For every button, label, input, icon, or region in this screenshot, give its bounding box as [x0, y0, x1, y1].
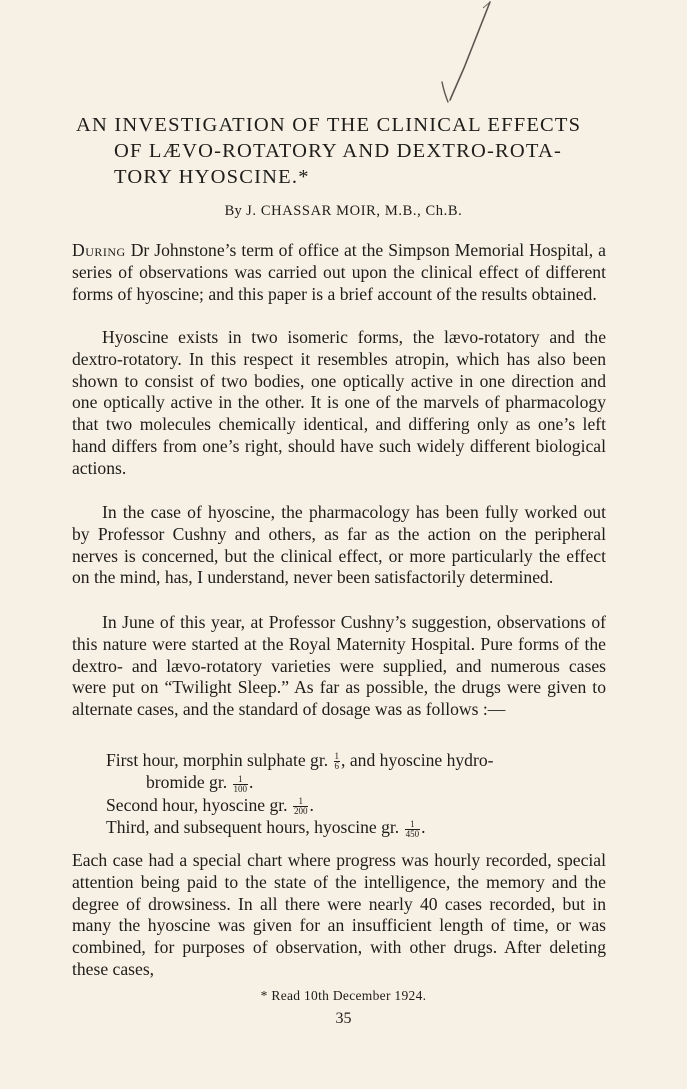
paragraph-1-text: Dr Johnstone’s term of office at the Simpson Memorial Hospital, a series of observations was carried out upon the clinical effect of different forms of hyoscine; and this paper is a brief account of the results obtained.	[72, 240, 606, 304]
paragraph-4	[72, 612, 606, 721]
pencil-check-mark	[420, 0, 500, 110]
fraction-one-four-hundred-fiftieth: $\frac{1}{450}$	[405, 818, 420, 839]
dosage-third-hour: Third, and subsequent hours, hyoscine gr. $\frac{1}{450}$ .	[106, 817, 426, 839]
paragraph-3-text: In the case of hyoscine, the pharmacology has been fully worked out by Professor Cushny and others, as far as the action on the peripheral nerves is concerned, but the clinical effect, or more particularly the effect on the mind, has, I understand, never been satisfactorily determined.	[72, 502, 606, 588]
fraction-one-hundredth: $\frac{1}{100}$	[233, 773, 248, 794]
footnote: * Read 10th December 1924.	[260, 988, 427, 1003]
dosage-first-hour: First hour, morphin sulphate gr. $\frac{1}{6}$ , and hyoscine hydro-	[106, 750, 494, 772]
title-line-2: OF LÆVO-ROTATORY AND DEXTRO-ROTA-	[114, 140, 563, 162]
paragraph-5-text: Each case had a special chart where progress was hourly recorded, special attention being paid to the state of the intelligence, the memory and the degree of drowsiness. In all there were nearly 40 cases recorded, but in many the hyoscine was given for an insufficient length of time, or was combined, for purposes of observation, with other drugs. After deleting these cases,	[72, 850, 606, 979]
paragraph-5	[72, 850, 606, 981]
fraction-one-two-hundredth: $\frac{1}{200}$	[293, 796, 308, 817]
page-number: 35	[335, 1010, 352, 1027]
dosage-first-hour-continued: bromide gr. $\frac{1}{100}$ .	[146, 772, 254, 794]
dosage-second-hour: Second hour, hyoscine gr. $\frac{1}{200}$ .	[106, 794, 314, 817]
dosage-schedule	[106, 749, 606, 839]
byline	[0, 203, 687, 220]
article-title	[76, 112, 616, 190]
paragraph-2	[72, 327, 606, 480]
paragraph-1-lead: During	[72, 240, 126, 260]
title-line-1: AN INVESTIGATION OF THE CLINICAL EFFECTS	[76, 114, 582, 136]
paragraph-3	[72, 502, 606, 589]
byline-author: J. CHASSAR MOIR, M.B., Ch.B.	[246, 203, 463, 219]
paragraph-1	[72, 240, 606, 305]
title-line-3: TORY HYOSCINE.*	[114, 166, 310, 188]
fraction-one-sixth: $\frac{1}{6}$	[334, 751, 340, 772]
byline-prefix: By	[224, 203, 242, 219]
paragraph-4-text: In June of this year, at Professor Cushny’s suggestion, observations of this nature were started at the Royal Maternity Hospital. Pure forms of the dextro- and lævo-rotatory varieties were supplied, and numerous cases were put on “Twilight Sleep.” As far as possible, the drugs were given to alternate cases, and the standard of dosage was as follows :—	[72, 612, 606, 720]
paragraph-2-text: Hyoscine exists in two isomeric forms, the lævo-rotatory and the dextro-rotatory. In this respect it resembles atropin, which has also been shown to consist of two bodies, one optically active in one direction and one optically active in the other. It is one of the marvels of pharmacology that two molecules chemically identical, and differing only as one’s left hand differs from one’s right, should have such widely different biological actions.	[72, 327, 606, 478]
